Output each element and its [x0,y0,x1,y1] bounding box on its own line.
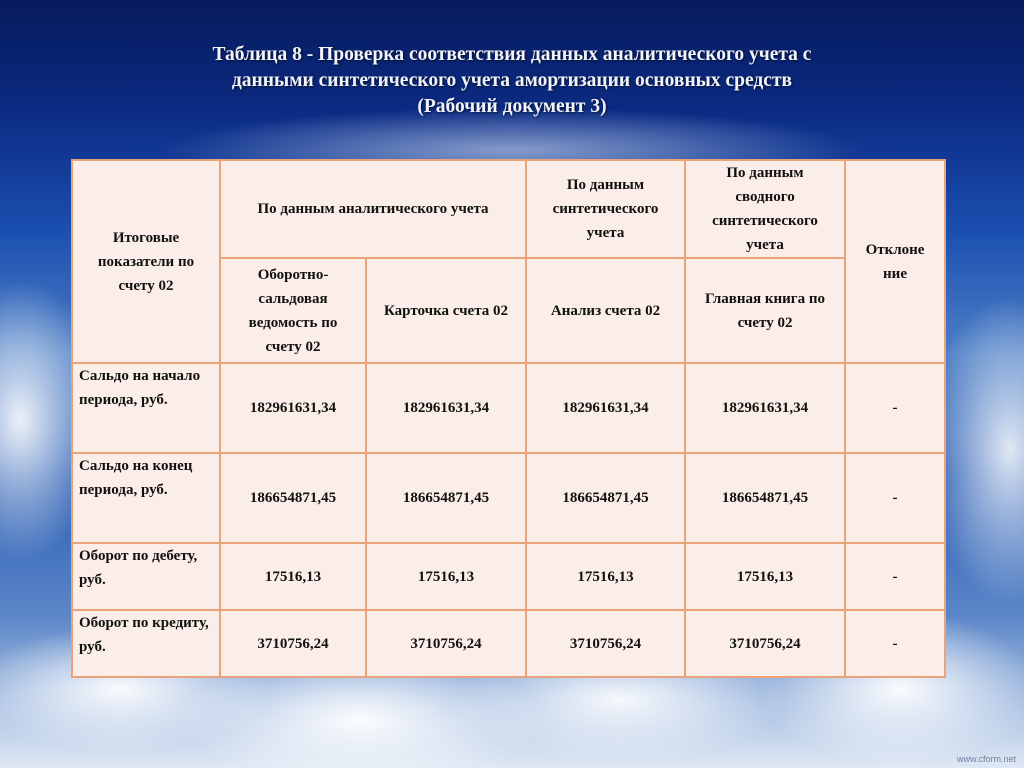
table-row [72,610,945,677]
cell-value: 17516,13 [366,543,526,610]
cell-value: 186654871,45 [526,453,685,543]
table-row [72,363,945,453]
row-label: Сальдо на начало периода, руб. [72,363,220,453]
cell-deviation: - [845,363,945,453]
title-line-1: Таблица 8 - Проверка соответствия данных аналитического учета с [212,44,812,65]
cell-value: 17516,13 [526,543,685,610]
cell-value: 17516,13 [685,543,845,610]
header-indicator: Итоговые показатели по счету 02 [72,160,220,363]
table-row [72,543,945,610]
cell-deviation: - [845,543,945,610]
verification-table [71,159,946,678]
watermark: www.cform.net [956,754,1016,764]
cell-value: 186654871,45 [366,453,526,543]
cell-value: 182961631,34 [220,363,366,453]
cell-value: 17516,13 [220,543,366,610]
table-row [72,453,945,543]
header-analytic-group: По данным аналитического учета [220,160,526,258]
cell-value: 186654871,45 [220,453,366,543]
title-line-2: данными синтетического учета амортизации основных средств [231,70,793,91]
cell-value: 3710756,24 [685,610,845,677]
cell-deviation: - [845,610,945,677]
cell-value: 182961631,34 [685,363,845,453]
cell-value: 182961631,34 [366,363,526,453]
cell-deviation: - [845,453,945,543]
header-sub-general-ledger: Главная книга по счету 02 [685,258,845,363]
header-deviation: Отклоне ние [845,160,945,363]
header-synthetic-group: По данным синтетического учета [526,160,685,258]
page-title [0,42,1024,120]
header-summary-group: По данным сводного синтетического учета [685,160,845,258]
cell-value: 3710756,24 [526,610,685,677]
row-label: Сальдо на конец периода, руб. [72,453,220,543]
header-sub-turnover-sheet: Оборотно-сальдовая ведомость по счету 02 [220,258,366,363]
header-sub-account-card: Карточка счета 02 [366,258,526,363]
cell-value: 182961631,34 [526,363,685,453]
row-label: Оборот по кредиту, руб. [72,610,220,677]
title-line-3: (Рабочий документ 3) [417,96,607,117]
header-sub-account-analysis: Анализ счета 02 [526,258,685,363]
cell-value: 3710756,24 [220,610,366,677]
cell-value: 3710756,24 [366,610,526,677]
cell-value: 186654871,45 [685,453,845,543]
row-label: Оборот по дебету, руб. [72,543,220,610]
